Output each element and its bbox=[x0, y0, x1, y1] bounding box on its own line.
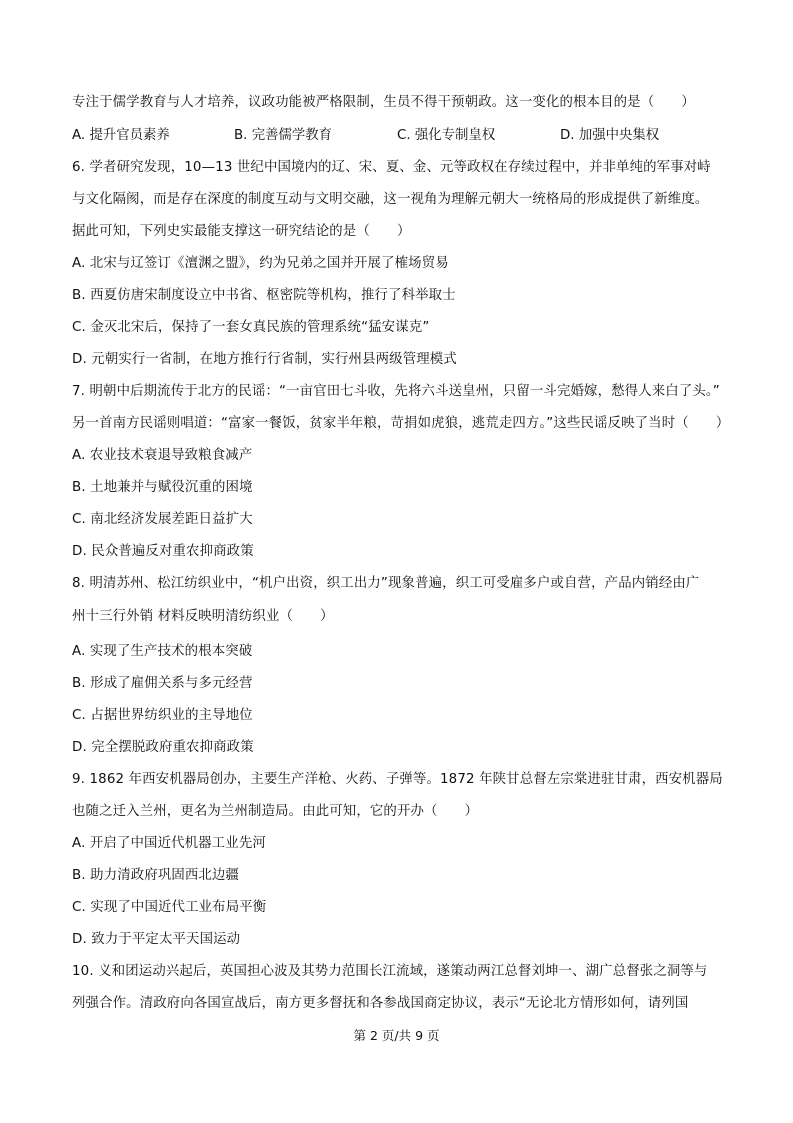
q7-option-a[interactable]: A. 农业技术衰退导致粮食减产 bbox=[72, 448, 253, 463]
q7-option-c[interactable]: C. 南北经济发展差距日益扩大 bbox=[72, 512, 253, 527]
q9-option-d[interactable]: D. 致力于平定太平天国运动 bbox=[72, 932, 241, 947]
q9-option-a[interactable]: A. 开启了中国近代机器工业先河 bbox=[72, 836, 266, 851]
q5-stem-line: 专注于儒学教育与人才培养，议政功能被严格限制，生员不得干预朝政。这一变化的根本目的是（ ） bbox=[72, 95, 695, 110]
q10-stem-line: 列强合作。清政府向各国宣战后，南方更多督抚和各参战国商定协议，表示“无论北方情形如何，请列国 bbox=[72, 996, 689, 1011]
q6-stem-line: 6. 学者研究发现，10—13 世纪中国境内的辽、宋、夏、金、元等政权在存续过程中，并非单纯的军事对峙 bbox=[72, 160, 711, 175]
q9-stem-line: 9. 1862 年西安机器局创办，主要生产洋枪、火药、子弹等。1872 年陕甘总督左宗棠进驻甘肃，西安机器局 bbox=[72, 772, 723, 787]
q8-option-c[interactable]: C. 占据世界纺织业的主导地位 bbox=[72, 708, 253, 723]
q9-option-c[interactable]: C. 实现了中国近代工业布局平衡 bbox=[72, 900, 267, 915]
q7-stem-line: 另一首南方民谣则唱道：“富家一餐饭，贫家半年粮，苛捐如虎狼，逃荒走四方。”这些民谣反映了当时（ ） bbox=[72, 416, 730, 431]
q7-option-d[interactable]: D. 民众普遍反对重农抑商政策 bbox=[72, 544, 254, 559]
page-footer: 第 2 页/共 9 页 bbox=[353, 1028, 440, 1043]
q8-stem-line: 州十三行外销 材料反映明清纺织业（ ） bbox=[72, 609, 334, 624]
q7-option-b[interactable]: B. 土地兼并与赋役沉重的困境 bbox=[72, 480, 253, 495]
q6-option-d[interactable]: D. 元朝实行一省制，在地方推行行省制，实行州县两级管理模式 bbox=[72, 352, 457, 367]
q9-option-b[interactable]: B. 助力清政府巩固西北边疆 bbox=[72, 868, 240, 883]
q6-stem-line: 与文化隔阂，而是存在深度的制度互动与文明交融，这一视角为理解元朝大一统格局的形成提供了新维度。 bbox=[72, 192, 709, 207]
q6-option-a[interactable]: A. 北宋与辽签订《澶渊之盟》，约为兄弟之国并开展了榷场贸易 bbox=[72, 256, 449, 271]
q5-option-c[interactable]: C. 强化专制皇权 bbox=[397, 128, 496, 143]
q5-option-d[interactable]: D. 加强中央集权 bbox=[560, 128, 660, 143]
q8-option-b[interactable]: B. 形成了雇佣关系与多元经营 bbox=[72, 676, 253, 691]
q6-option-c[interactable]: C. 金灭北宋后，保持了一套女真民族的管理系统“猛安谋克” bbox=[72, 320, 430, 335]
q7-stem-line: 7. 明朝中后期流传于北方的民谣：“一亩官田七斗收，先将六斗送皇州，只留一斗完婚嫁，愁得人来白了头。” bbox=[72, 384, 720, 399]
q8-option-a[interactable]: A. 实现了生产技术的根本突破 bbox=[72, 644, 253, 659]
q5-option-a[interactable]: A. 提升官员素养 bbox=[72, 128, 170, 143]
q5-option-b[interactable]: B. 完善儒学教育 bbox=[234, 128, 333, 143]
q6-stem-line: 据此可知，下列史实最能支撑这一研究结论的是（ ） bbox=[72, 224, 411, 239]
q8-option-d[interactable]: D. 完全摆脱政府重农抑商政策 bbox=[72, 740, 254, 755]
q8-stem-line: 8. 明清苏州、松江纺织业中，“机户出资，织工出力”现象普遍，织工可受雇多户或自营，产品内销经由广 bbox=[72, 576, 700, 591]
q6-option-b[interactable]: B. 西夏仿唐宋制度设立中书省、枢密院等机构，推行了科举取士 bbox=[72, 288, 456, 303]
q10-stem-line: 10. 义和团运动兴起后，英国担心波及其势力范围长江流域，遂策动两江总督刘坤一、湖广总督张之洞等与 bbox=[72, 964, 708, 979]
q9-stem-line: 也随之迁入兰州，更名为兰州制造局。由此可知，它的开办（ ） bbox=[72, 804, 479, 819]
